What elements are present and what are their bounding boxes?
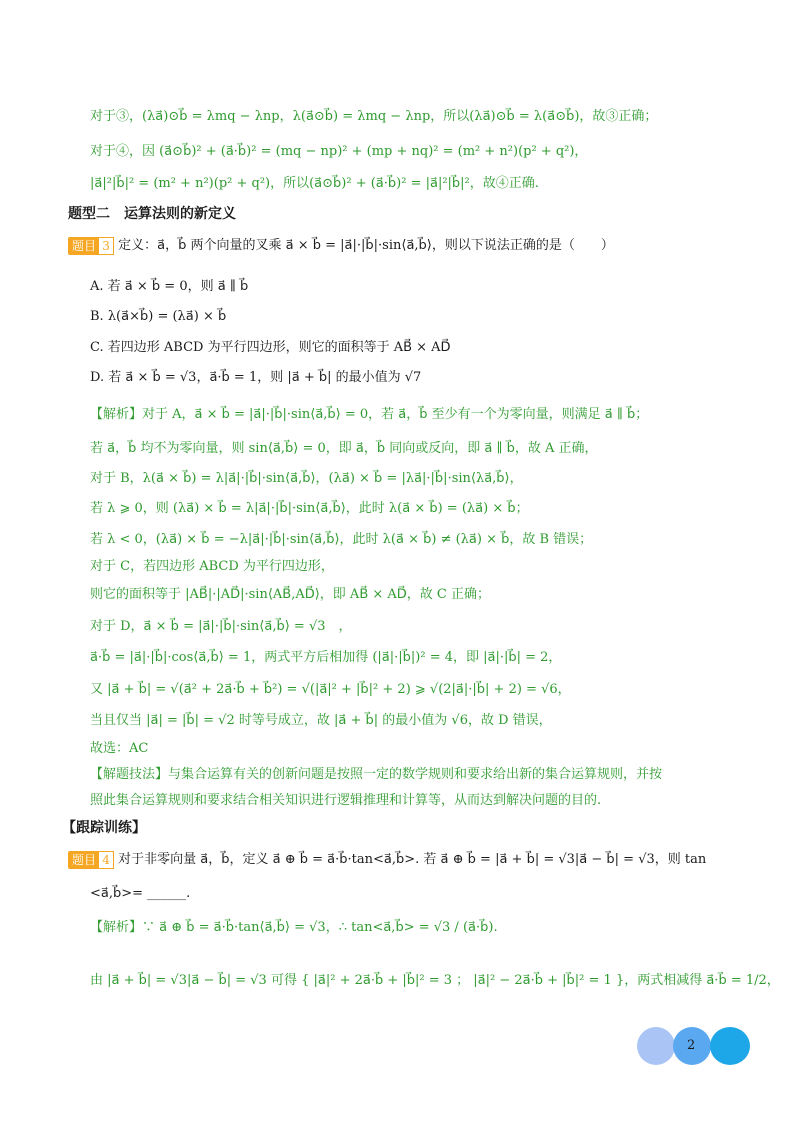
question-text: 定义：a⃗，b⃗ 两个向量的叉乘 a⃗ × b⃗ = |a⃗|·|b⃗|·sin⟨a⃗,b⃗⟩，则以下说法正确的是（ ）: [118, 238, 614, 253]
solution-line: 若 λ < 0，(λa⃗) × b⃗ = −λ|a⃗|·|b⃗|·sin⟨a⃗,b⃗⟩，此时 λ(a⃗ × b⃗) ≠ (λa⃗) × b⃗，故 B 错误；: [90, 532, 593, 547]
solution-line: 若 λ ⩾ 0，则 (λa⃗) × b⃗ = λ|a⃗|·|b⃗|·sin⟨a⃗,b⃗⟩，此时 λ(a⃗ × b⃗) = (λa⃗) × b⃗；: [90, 501, 529, 516]
technique-line: 【解题技法】与集合运算有关的创新问题是按照一定的数学规则和要求给出新的集合运算规则，并按: [90, 767, 663, 782]
solution-line: 又 |a⃗ + b⃗| = √(a⃗² + 2a⃗·b⃗ + b⃗²) = √(|a⃗|² + |b⃗|² + 2) ⩾ √(2|a⃗|·|b⃗| + 2) = √6，: [90, 682, 571, 697]
question-text: 对于非零向量 a⃗，b⃗，定义 a⃗ ⊕ b⃗ = a⃗·b⃗·tan<a⃗,b⃗>. 若 a⃗ ⊕ b⃗ = |a⃗ + b⃗| = √3|a⃗ − b⃗| = √3，则 tan: [118, 852, 707, 867]
solution-line: 当且仅当 |a⃗| = |b⃗| = √2 时等号成立，故 |a⃗ + b⃗| 的最小值为 √6，故 D 错误，: [90, 713, 552, 728]
technique-line: 照此集合运算规则和要求结合相关知识进行逻辑推理和计算等，从而达到解决问题的目的.: [90, 793, 602, 808]
solution-line: 对于 C，若四边形 ABCD 为平行四边形，: [90, 559, 334, 574]
question-4-line: [68, 850, 706, 870]
text-line: 对于④，因 (a⃗⊙b⃗)² + (a⃗·b⃗)² = (mq − np)² + (mp + nq)² = (m² + n²)(p² + q²)，: [90, 144, 588, 159]
decor-circle-light: [637, 1027, 675, 1065]
option-b: B. λ(a⃗×b⃗) = (λa⃗) × b⃗: [90, 309, 227, 324]
question-number: 4: [98, 851, 114, 869]
option-c: C. 若四边形 ABCD 为平行四边形，则它的面积等于 AB⃗ × AD⃗: [90, 340, 451, 355]
practice-heading: 【跟踪训练】: [62, 820, 146, 836]
text-line: |a⃗|²|b⃗|² = (m² + n²)(p² + q²)，所以(a⃗⊙b⃗)² + (a⃗·b⃗)² = |a⃗|²|b⃗|²，故④正确.: [90, 176, 539, 191]
solution-line: 【解析】对于 A，a⃗ × b⃗ = |a⃗|·|b⃗|·sin⟨a⃗,b⃗⟩ = 0，若 a⃗，b⃗ 至少有一个为零向量，则满足 a⃗ ∥ b⃗；: [90, 407, 649, 422]
decor-circle-dark: [710, 1027, 750, 1065]
question-tag: 题目: [68, 237, 100, 255]
option-d: D. 若 a⃗ × b⃗ = √3，a⃗·b⃗ = 1，则 |a⃗ + b⃗| 的最小值为 √7: [90, 370, 422, 385]
text-line: 对于③，(λa⃗)⊙b⃗ = λmq − λnp，λ(a⃗⊙b⃗) = λmq − λnp，所以(λa⃗)⊙b⃗ = λ(a⃗⊙b⃗)，故③正确；: [90, 109, 658, 124]
question-4-continuation: <a⃗,b⃗>= ______.: [90, 886, 191, 901]
solution-line: a⃗·b⃗ = |a⃗|·|b⃗|·cos⟨a⃗,b⃗⟩ = 1，两式平方后相加得 (|a⃗|·|b⃗|)² = 4，即 |a⃗|·|b⃗| = 2，: [90, 650, 562, 665]
solution-line: 对于 B，λ(a⃗ × b⃗) = λ|a⃗|·|b⃗|·sin⟨a⃗,b⃗⟩，(λa⃗) × b⃗ = |λa⃗|·|b⃗|·sin⟨λa⃗,b⃗⟩，: [90, 471, 523, 486]
solution-line: 故选：AC: [90, 741, 149, 756]
option-a: A. 若 a⃗ × b⃗ = 0，则 a⃗ ∥ b⃗: [90, 279, 249, 294]
solution-line: 若 a⃗，b⃗ 均不为零向量，则 sin⟨a⃗,b⃗⟩ = 0，即 a⃗，b⃗ 同向或反向，即 a⃗ ∥ b⃗，故 A 正确，: [90, 441, 598, 456]
question-3-line: [68, 236, 614, 256]
section-heading: 题型二 运算法则的新定义: [68, 206, 236, 222]
question-number: 3: [98, 237, 114, 255]
solution-line: 对于 D，a⃗ × b⃗ = |a⃗|·|b⃗|·sin⟨a⃗,b⃗⟩ = √3 ，: [90, 619, 352, 634]
solution-line: 由 |a⃗ + b⃗| = √3|a⃗ − b⃗| = √3 可得 { |a⃗|² + 2a⃗·b⃗ + |b⃗|² = 3 ； |a⃗|² − 2a⃗·b⃗ + |b⃗|² = 1 }，两式相减得 a⃗·b⃗ = 1/2，: [90, 973, 780, 988]
question-tag: 题目: [68, 851, 100, 869]
solution-line: 【解析】∵ a⃗ ⊕ b⃗ = a⃗·b⃗·tan⟨a⃗,b⃗⟩ = √3，∴ tan<a⃗,b⃗> = √3 / (a⃗·b⃗).: [90, 920, 498, 935]
solution-line: 则它的面积等于 |AB⃗|·|AD⃗|·sin⟨AB⃗,AD⃗⟩，即 AB⃗ × AD⃗，故 C 正确；: [90, 587, 491, 602]
page-number: 2: [687, 1038, 696, 1053]
